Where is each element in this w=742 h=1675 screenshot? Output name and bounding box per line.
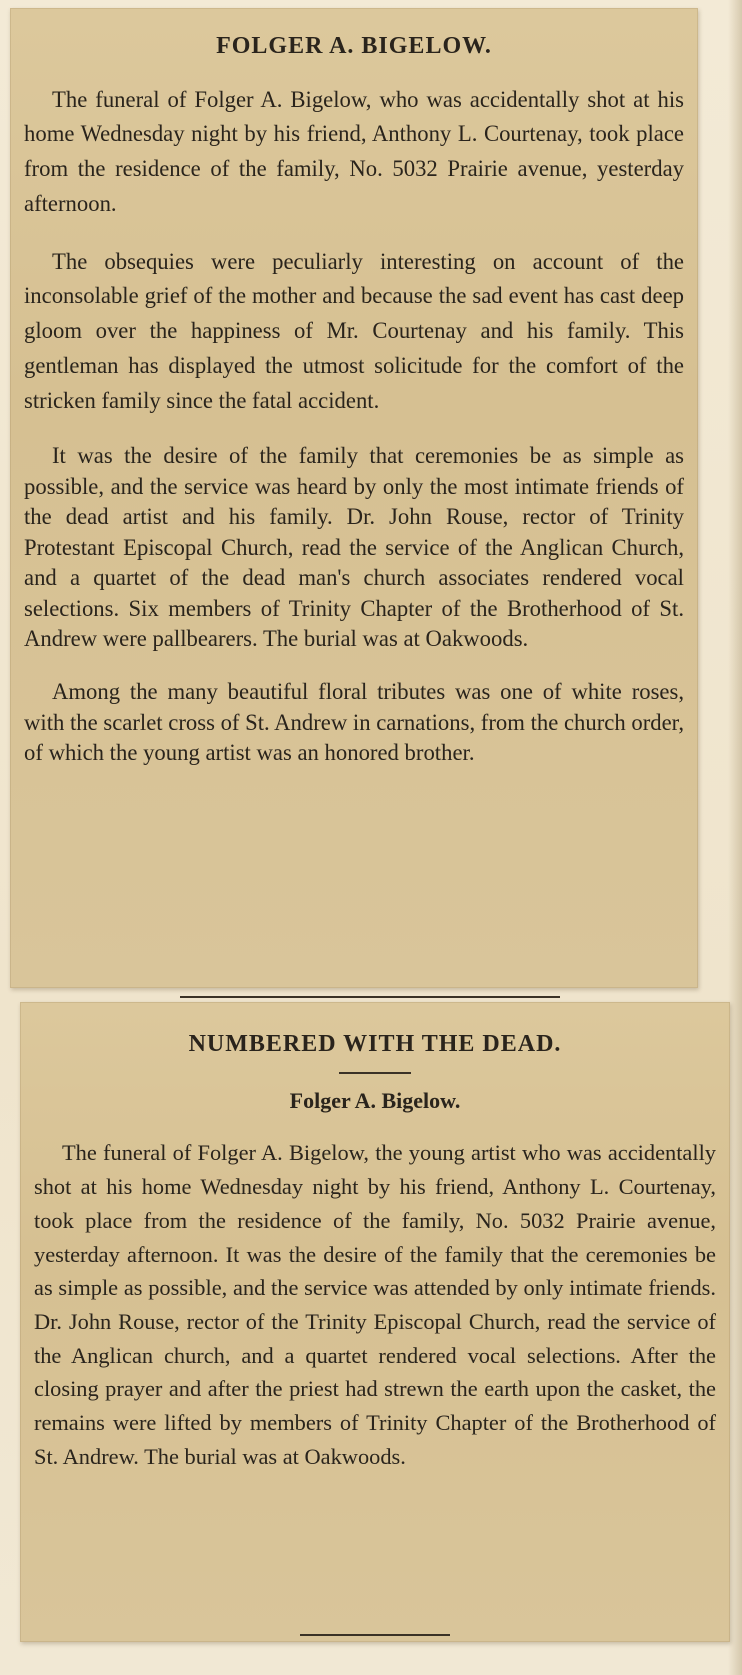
- headline-divider: [339, 1072, 411, 1074]
- clipping-2-subhead: Folger A. Bigelow.: [289, 1088, 461, 1113]
- page-edge-shadow: [728, 0, 742, 1675]
- clipping-1-paragraph-1: The funeral of Folger A. Bigelow, who was accidentally shot at his home Wednesday night by his friend, Anthony L. Courtenay, took place from the residence of the family, No. 5032 Prairie avenue, yesterday afternoon.: [24, 86, 684, 217]
- clipping-2-headline: NUMBERED WITH THE DEAD.: [188, 1031, 562, 1057]
- newspaper-clipping-2: [20, 1002, 730, 1642]
- clipping-2-end-rule: [300, 1634, 450, 1636]
- clipping-1-body: [24, 83, 684, 769]
- clipping-2-top-rule: [180, 996, 560, 998]
- newspaper-clipping-1: [10, 8, 698, 988]
- clipping-2-paragraph-1: The funeral of Folger A. Bigelow, the young artist who was accidentally shot at his home Wednesday night by his friend, Anthony L. Courtenay, took place from the residence of the family, No. 5032 Prairie avenue, yesterday afternoon. It was the desire of the family that the ceremonies be as simple as possible, and the service was attended by only intimate friends. Dr. John Rouse, rector of the Trinity Episcopal Church, read the service of the Anglican church, and a quartet rendered vocal selections. After the closing prayer and after the priest had strewn the earth upon the casket, the remains were lifted by members of Trinity Chapter of the Brotherhood of St. Andrew. The burial was at Oakwoods.: [34, 1140, 716, 1469]
- clipping-1-headline: FOLGER A. BIGELOW.: [216, 33, 492, 59]
- clipping-1-paragraph-2: The obsequies were peculiarly interesting on account of the inconsolable grief of the mother and because the sad event has cast deep gloom over the happiness of Mr. Courtenay and his family. This gentleman has displayed the utmost solicitude for the comfort of the stricken family since the fatal accident.: [24, 248, 684, 413]
- clipping-1-paragraph-4: Among the many beautiful floral tributes was one of white roses, with the scarlet cross of St. Andrew in carnations, from the church order, of which the young artist was an honored brother.: [24, 679, 684, 766]
- clipping-2-body: [34, 1136, 716, 1473]
- clipping-1-paragraph-3: It was the desire of the family that ceremonies be as simple as possible, and the service was heard by only the most intimate friends of the dead artist and his family. Dr. John Rouse, rector of Trinity Protestant Episcopal Church, read the service of the Anglican Church, and a quartet of the dead man's church associates rendered vocal selections. Six members of Trinity Chapter of the Brotherhood of St. Andrew were pallbearers. The burial was at Oakwoods.: [24, 443, 684, 652]
